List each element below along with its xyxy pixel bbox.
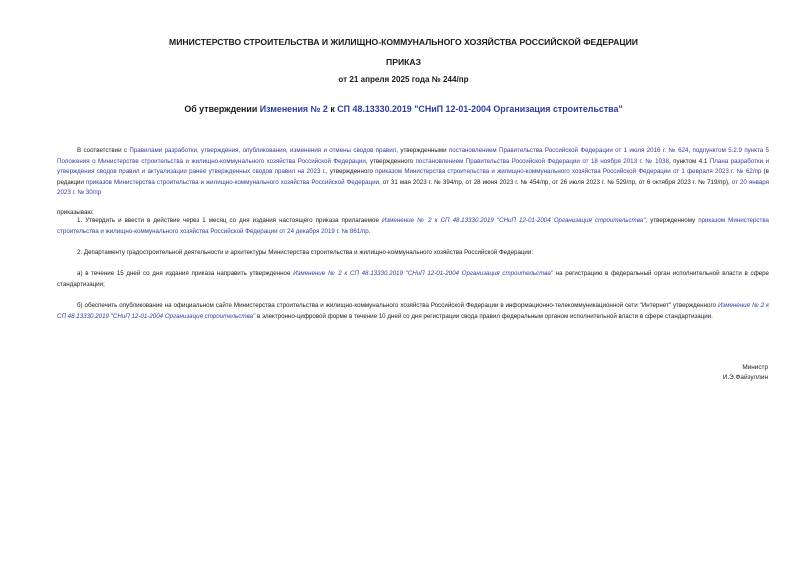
- decree-1038-link[interactable]: постановлением Правительства Российской Федерации от 18 ноября 2013 г. № 1038: [415, 157, 669, 165]
- signature-name: И.Э.Файзуллин: [722, 374, 768, 381]
- document-type: ПРИКАЗ: [386, 57, 421, 67]
- item-2a-paragraph: [57, 269, 769, 290]
- item2a-text-1: а) в течение 15 дней со дня издания приказа направить утвержденное: [77, 270, 294, 277]
- basis-text-5: , пунктом 4.1: [668, 157, 710, 165]
- decree-624-link[interactable]: постановлением Правительства Российской Федерации от 1 июля 2016 г. № 624: [448, 147, 689, 154]
- ministry-title: МИНИСТЕРСТВО СТРОИТЕЛЬСТВА И ЖИЛИЩНО-КОММУНАЛЬНОГО ХОЗЯЙСТВА РОССИЙСКОЙ ФЕДЕРАЦИИ: [169, 37, 638, 47]
- subject-change-link[interactable]: Изменения № 2: [259, 104, 328, 114]
- basis-text-8: (в редакции: [57, 168, 769, 186]
- subject-prefix: Об утверждении: [184, 104, 260, 114]
- basis-text-2: , утвержденными: [396, 147, 449, 154]
- item-2b-paragraph: [57, 301, 769, 322]
- item1-text-3: .: [368, 227, 371, 235]
- rules-link[interactable]: Правилами разработки, утверждения, опубликования, изменения и отмены сводов правил: [129, 147, 397, 154]
- basis-text-6: , утвержденного: [325, 168, 376, 176]
- item2a-text-2: на регистрацию в федеральный орган исполнительной власти в сфере стандартизации;: [57, 270, 769, 288]
- document-date-number: от 21 апреля 2025 года № 244/пр: [338, 75, 469, 84]
- plan-link[interactable]: Плана разработки и утверждения сводов правил и актуализации ранее утвержденных сводов правил на 2023 г.: [57, 157, 770, 176]
- subject-mid: к: [327, 104, 338, 114]
- item2b-text-1: б) обеспечить опубликование на официальном сайте Министерства строительства и жилищно-коммунального хозяйства Российской Федерации в информационно-телекоммуникационной сети "Интернет" утвержденного: [77, 302, 718, 309]
- order-62-link[interactable]: приказом Министерства строительства и жилищно-коммунального хозяйства Российской Федерации от 1 февраля 2023 г. № 62/пр: [375, 168, 762, 176]
- basis-text-7: , от 31 мая 2023 г. № 394/пр, от 28 июня 2023 г. № 454/пр, от 26 июля 2023 г. № 529/пр, от 6 октября 2023 г. № 719/пр),: [379, 178, 732, 186]
- item2a-change-link[interactable]: Изменение № 2 к СП 48.13330.2019 "СНиП 12-01-2004 Организация строительства": [293, 270, 554, 277]
- item1-text-2: , утвержденному: [645, 217, 699, 224]
- basis-paragraph: [57, 146, 769, 199]
- item1-change-link[interactable]: Изменение № 2 к СП 48.13330.2019 "СНиП 12-01-2004 Организация строительства": [381, 217, 646, 224]
- orders-amend-link[interactable]: приказов Министерства строительства и жилищно-коммунального хозяйства Российской Федерации: [86, 178, 379, 186]
- document-subject: [0, 104, 807, 114]
- item1-text-1: 1. Утвердить и ввести в действие через 1 месяц со дня издания настоящего приказа прилагаемое: [77, 217, 382, 224]
- orders-word: приказываю:: [57, 209, 94, 216]
- item-1-paragraph: [57, 216, 769, 237]
- order-30-link[interactable]: от 20 января 2023 г. № 30/пр: [57, 178, 769, 197]
- subject-sp-link[interactable]: СП 48.13330.2019 "СНиП 12-01-2004 Организация строительства": [337, 104, 623, 114]
- item2b-change-link[interactable]: Изменения № 2 к СП 48.13330.2019 "СНиП 12-01-2004 Организация строительства": [57, 302, 769, 320]
- item-2-paragraph: 2. Департаменту градостроительной деятельности и архитектуры Министерства строительства и жилищно-коммунального хозяйства Российской Федерации:: [77, 249, 534, 256]
- regulation-link[interactable]: подпунктом 5.2.9 пункта 5 Положения о Министерстве строительства и жилищно-коммунального хозяйства Российской Федерации: [57, 147, 769, 165]
- basis-text-4: , утвержденного: [365, 157, 416, 165]
- item2b-text-2: в электронно-цифровой форме в течение 10 дней со дня регистрации свода правил федеральным органом исполнительной власти в сфере стандартизации.: [255, 312, 713, 320]
- signature-title: Министр: [742, 364, 768, 371]
- basis-text-1: В соответствии с: [77, 147, 130, 154]
- order-861-link[interactable]: приказом Министерства строительства и жилищно-коммунального хозяйства Российской Федерации от 24 декабря 2019 г. № 861/пр: [57, 217, 769, 235]
- basis-text-3: ,: [688, 147, 693, 154]
